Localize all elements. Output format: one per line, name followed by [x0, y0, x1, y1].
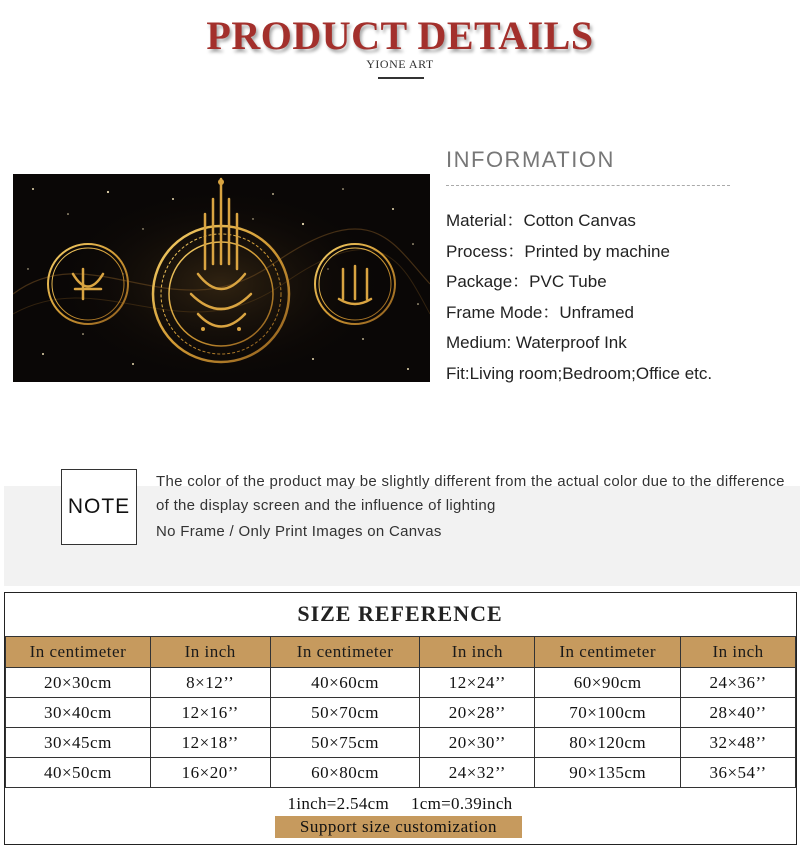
table-row — [6, 728, 796, 758]
page-title: PRODUCT DETAILS — [206, 13, 594, 58]
size-cell: 24×32’’ — [420, 758, 535, 788]
size-cell: 60×90cm — [535, 668, 681, 698]
info-package: Package：PVC Tube — [446, 272, 607, 291]
info-material: Material：Cotton Canvas — [446, 211, 636, 230]
title-underline — [378, 77, 424, 79]
info-frame-mode: Frame Mode：Unframed — [446, 302, 635, 322]
size-cell: 8×12’’ — [150, 668, 270, 698]
size-cell: 70×100cm — [535, 698, 681, 728]
size-cell: 40×60cm — [270, 668, 420, 698]
size-cell: 90×135cm — [535, 758, 681, 788]
table-header-row — [6, 637, 796, 668]
info-process: Process：Printed by machine — [446, 241, 670, 261]
information-heading: INFORMATION — [446, 147, 615, 172]
size-cell: 60×80cm — [270, 758, 420, 788]
size-cell: 80×120cm — [535, 728, 681, 758]
table-row — [6, 698, 796, 728]
note-no-frame: No Frame / Only Print Images on Canvas — [156, 523, 442, 540]
info-medium: Medium: Waterproof Ink — [446, 333, 627, 352]
size-table — [5, 636, 796, 788]
size-cell: 32×48’’ — [681, 728, 796, 758]
size-cell: 12×24’’ — [420, 668, 535, 698]
header-inch: In inch — [420, 637, 535, 668]
conversion-inch: 1inch=2.54cm — [287, 794, 389, 813]
product-image — [13, 174, 430, 382]
brand-subtitle: YIONE ART — [366, 57, 434, 71]
size-cell: 24×36’’ — [681, 668, 796, 698]
note-color-disclaimer: The color of the product may be slightly different from the actual color due to the difference of the display screen and the influence of lighting — [156, 473, 785, 514]
header-centimeter: In centimeter — [270, 637, 420, 668]
unit-conversion — [0, 794, 800, 814]
header-inch: In inch — [681, 637, 796, 668]
table-row — [6, 668, 796, 698]
size-cell: 12×18’’ — [150, 728, 270, 758]
size-reference-title: SIZE REFERENCE — [297, 601, 503, 626]
size-cell: 12×16’’ — [150, 698, 270, 728]
size-cell: 50×70cm — [270, 698, 420, 728]
size-cell: 30×40cm — [6, 698, 151, 728]
calligraphy-artwork — [13, 174, 430, 382]
size-cell: 36×54’’ — [681, 758, 796, 788]
size-cell: 20×30cm — [6, 668, 151, 698]
size-cell: 20×30’’ — [420, 728, 535, 758]
size-cell: 20×28’’ — [420, 698, 535, 728]
information-list — [446, 206, 712, 389]
size-cell: 16×20’’ — [150, 758, 270, 788]
header-centimeter: In centimeter — [6, 637, 151, 668]
customization-badge: Support size customization — [275, 816, 522, 838]
size-cell: 50×75cm — [270, 728, 420, 758]
size-cell: 28×40’’ — [681, 698, 796, 728]
header-inch: In inch — [150, 637, 270, 668]
conversion-cm: 1cm=0.39inch — [411, 794, 513, 813]
size-cell: 30×45cm — [6, 728, 151, 758]
info-fit: Fit:Living room;Bedroom;Office etc. — [446, 363, 713, 383]
information-divider — [446, 185, 730, 186]
table-row — [6, 758, 796, 788]
note-label: NOTE — [61, 469, 137, 545]
size-cell: 40×50cm — [6, 758, 151, 788]
header-centimeter: In centimeter — [535, 637, 681, 668]
